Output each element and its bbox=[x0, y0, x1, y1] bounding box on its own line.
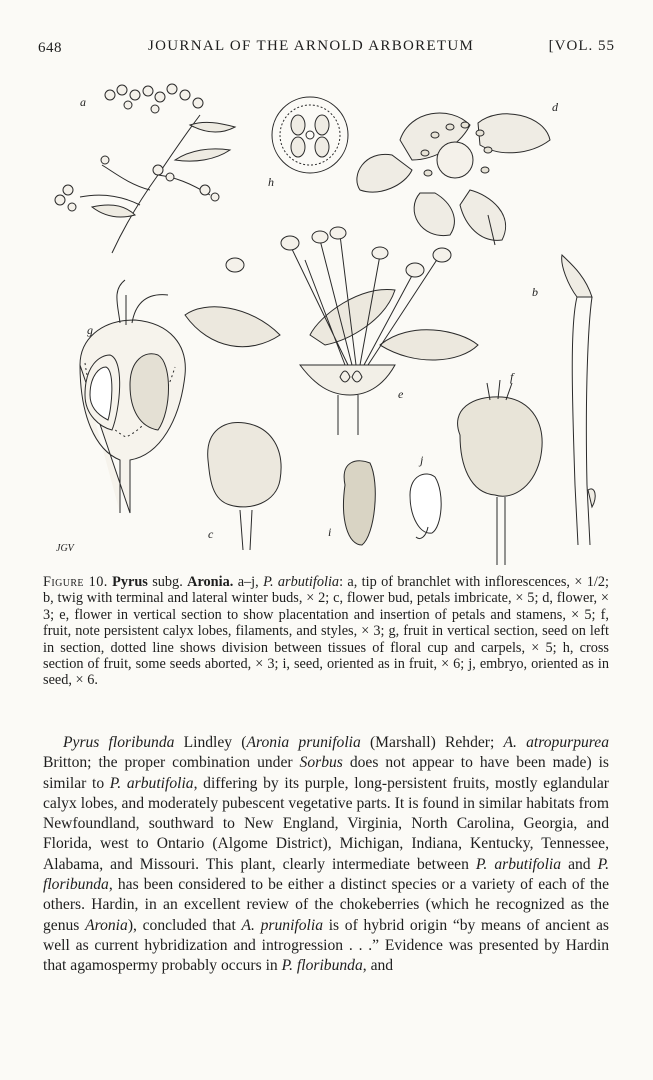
body-s8: does not appear to have been made) is similar to bbox=[43, 754, 609, 792]
drawing-d-flower bbox=[357, 113, 550, 245]
drawing-c-flower-bud bbox=[208, 422, 281, 550]
caption-text: : a, tip of branchlet with inflorescences, × 1/2; b, twig with terminal and lateral winter buds, × 2; c, flower bud, petals imbricate, × 5; d, flower, × 3; e, flower in vertical section to show placentation and insertion of petals and stamens, × 5; f, fruit, note persistent calyx lobes, filaments, and styles, × 3; g, fruit in vertical section, seed on left in section, dotted line shows division between tissues of floral cup and carpels, × 5; h, cross section of fruit, some seeds aborted, × 3; i, seed, oriented as in fruit, × 6; j, embryo, oriented as in seed, × 6. bbox=[43, 574, 609, 689]
body-s17: A. prunifolia bbox=[241, 916, 323, 934]
drawing-e-flower-section bbox=[185, 227, 478, 435]
botanical-plate bbox=[40, 65, 620, 565]
caption-species: P. arbutifolia bbox=[263, 574, 340, 590]
panel-label-e: e bbox=[398, 387, 404, 401]
drawing-f-fruit bbox=[458, 380, 542, 565]
drawing-i-seed bbox=[344, 461, 376, 545]
page-number: 648 bbox=[38, 40, 62, 56]
running-header bbox=[38, 38, 615, 60]
body-s13: P. floribunda bbox=[43, 855, 610, 894]
figure-label: Figure 10. bbox=[43, 574, 108, 590]
body-s19: P. floribunda bbox=[281, 957, 363, 975]
caption-taxon: Pyrus bbox=[112, 574, 148, 590]
body-s18: is of hybrid origin “by means of ancient as well as current hybridization and introgression . . .” Evidence was presented by Hardin that agamospermy probably occurs in bbox=[43, 916, 609, 975]
body-s14: , has been considered to be either a distinct species or a variety of each of the others. Hardin, in an excellent review of the chokeberries (which he recognized as the genus bbox=[43, 876, 609, 934]
panel-label-c: c bbox=[208, 527, 214, 541]
body-s7: Sorbus bbox=[299, 754, 343, 772]
body-s16: ), concluded that bbox=[127, 916, 242, 934]
body-s10: , differing by its purple, long-persistent fruits, mostly eglandular calyx lobes, and moderately pubescent vegetative parts. It is found in similar habitats from Newfoundland, southward to New England, Virginia, North Carolina, Georgia, and Florida, west to Ontario (Algome District), Michigan, Indiana, Kentucky, Tennessee, Alabama, and Missouri. This plant, clearly intermediate between bbox=[43, 774, 609, 873]
body-s5: A. atropurpurea bbox=[503, 734, 609, 751]
drawing-j-embryo bbox=[410, 474, 441, 539]
artist-mark: JGV bbox=[56, 543, 74, 554]
panel-label-d: d bbox=[552, 100, 558, 114]
journal-title: JOURNAL OF THE ARNOLD ARBORETUM bbox=[148, 38, 475, 54]
panel-label-h: h bbox=[268, 175, 274, 189]
panel-label-j: j bbox=[420, 453, 424, 467]
caption-range: a–j, bbox=[233, 574, 264, 590]
caption-subg: subg. bbox=[147, 574, 188, 590]
body-s2: Lindley ( bbox=[174, 734, 247, 751]
panel-label-f: f bbox=[510, 370, 514, 384]
panel-label-i: i bbox=[328, 525, 332, 539]
drawing-g-fruit-section bbox=[80, 280, 185, 513]
panel-label-b: b bbox=[532, 285, 538, 299]
figure-caption bbox=[43, 574, 609, 689]
panel-label-g: g bbox=[87, 323, 93, 337]
body-s15: Aronia bbox=[85, 916, 128, 934]
drawing-h-cross-section bbox=[272, 97, 348, 173]
volume-label: [VOL. 55 bbox=[548, 38, 615, 54]
caption-section: Aronia. bbox=[187, 574, 234, 590]
body-s1: Pyrus floribunda bbox=[63, 734, 175, 751]
body-paragraph bbox=[43, 733, 609, 977]
body-s3: Aronia prunifolia bbox=[246, 734, 361, 751]
body-s12: and bbox=[561, 855, 598, 873]
plate-drawing bbox=[40, 65, 620, 565]
body-s20: , and bbox=[362, 957, 394, 975]
body-s11: P. arbutifolia bbox=[475, 855, 562, 873]
panel-label-a: a bbox=[80, 95, 86, 109]
body-s4: (Marshall) Rehder; bbox=[360, 734, 504, 751]
body-s9: P. arbutifolia bbox=[109, 774, 194, 792]
drawing-b-twig bbox=[562, 255, 596, 545]
body-s6: Britton; the proper combination under bbox=[43, 754, 300, 772]
